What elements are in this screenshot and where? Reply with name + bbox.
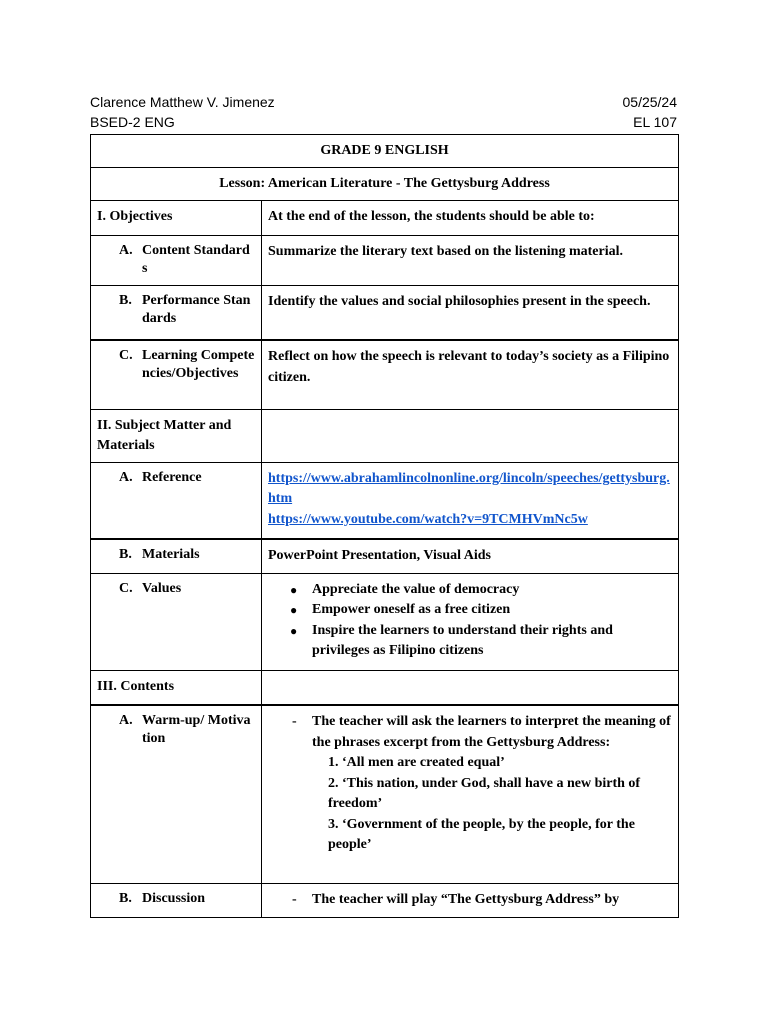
discussion-label: Discussion: [142, 890, 206, 906]
materials-cell: [91, 539, 262, 573]
item-letter: A.: [119, 242, 133, 258]
item-letter: B.: [119, 890, 132, 906]
student-name: Clarence Matthew V. Jimenez: [90, 94, 275, 110]
value-text: Empower oneself as a free citizen: [312, 602, 511, 617]
reference-cell: [91, 462, 262, 539]
values-list-cell: [262, 573, 679, 670]
item-letter: C.: [119, 348, 133, 363]
subject-matter-empty: [262, 409, 679, 462]
discussion-content: [262, 883, 679, 917]
reference-label: Reference: [142, 469, 202, 485]
objectives-label: I. Objectives: [91, 200, 262, 235]
values-list: [268, 580, 672, 662]
reference-link-lincoln[interactable]: https://www.abrahamlincolnonline.org/lincoln/speeches/gettysburg.htm: [268, 470, 670, 506]
lesson-title: Lesson: American Literature - The Gettysburg Address: [91, 168, 679, 201]
phrase-item: 3. ‘Government of the people, by the people, for the people’: [328, 816, 635, 852]
content-standards-cell: [91, 235, 262, 285]
values-label: Values: [142, 580, 182, 596]
content-standards-text: Summarize the literary text based on the listening material.: [262, 235, 679, 285]
value-text: Appreciate the value of democracy: [312, 581, 520, 597]
performance-standards-cell: [91, 285, 262, 340]
item-letter: B.: [119, 547, 132, 562]
reference-link-youtube[interactable]: https://www.youtube.com/watch?v=9TCMHVmNc5w: [268, 511, 588, 527]
discussion-cell: [91, 883, 262, 917]
item-letter: A.: [119, 713, 133, 728]
list-item: [268, 580, 672, 601]
list-item: [268, 600, 672, 621]
warmup-text: The teacher will ask the learners to interpret the meaning of the phrases excerpt from the Gettysburg Address:: [312, 714, 671, 750]
table-title: GRADE 9 ENGLISH: [91, 135, 679, 168]
bullet-icon: ●: [290, 623, 298, 638]
document-date: 05/25/24: [622, 94, 677, 110]
warmup-cell: [91, 705, 262, 883]
student-course: BSED-2 ENG: [90, 114, 175, 130]
warmup-content: [262, 705, 679, 883]
subject-code: EL 107: [633, 114, 677, 130]
dash-marker: -: [292, 714, 297, 729]
document-meta: [623, 92, 678, 132]
item-letter: B.: [119, 292, 132, 308]
learning-competencies-cell: [91, 340, 262, 409]
discussion-text: The teacher will play “The Gettysburg Address” by: [312, 891, 620, 907]
item-letter: C.: [119, 580, 133, 596]
objectives-intro: At the end of the lesson, the students should be able to:: [262, 200, 679, 235]
lesson-plan-table: [90, 134, 679, 918]
bullet-icon: ●: [290, 603, 298, 617]
student-info: [90, 92, 275, 132]
learning-competencies-text: Reflect on how the speech is relevant to today’s society as a Filipino citizen.: [262, 340, 679, 409]
contents-label: III. Contents: [91, 670, 262, 705]
phrase-item: 2. ‘This nation, under God, shall have a new birth of freedom’: [328, 775, 641, 811]
dash-marker: -: [292, 891, 297, 907]
bullet-icon: ●: [290, 582, 298, 597]
materials-text: PowerPoint Presentation, Visual Aids: [262, 539, 679, 573]
list-item: [268, 621, 672, 662]
values-cell: [91, 573, 262, 670]
item-letter: A.: [119, 469, 133, 485]
reference-links: [262, 462, 679, 539]
warmup-label: Warm-up/ Motivation: [142, 713, 251, 746]
performance-standards-text: Identify the values and social philosophies present in the speech.: [262, 285, 679, 340]
materials-label: Materials: [142, 547, 200, 562]
learning-competencies-label: Learning Competencies/Objectives: [142, 348, 255, 381]
content-standards-label: Content Standards: [142, 242, 250, 276]
performance-standards-label: Performance Standards: [142, 292, 251, 326]
phrase-item: 1. ‘All men are created equal’: [328, 755, 505, 770]
value-text: Inspire the learners to understand their rights and privileges as Filipino citizens: [312, 622, 613, 658]
subject-matter-label: II. Subject Matter and Materials: [91, 409, 262, 462]
contents-empty: [262, 670, 679, 705]
